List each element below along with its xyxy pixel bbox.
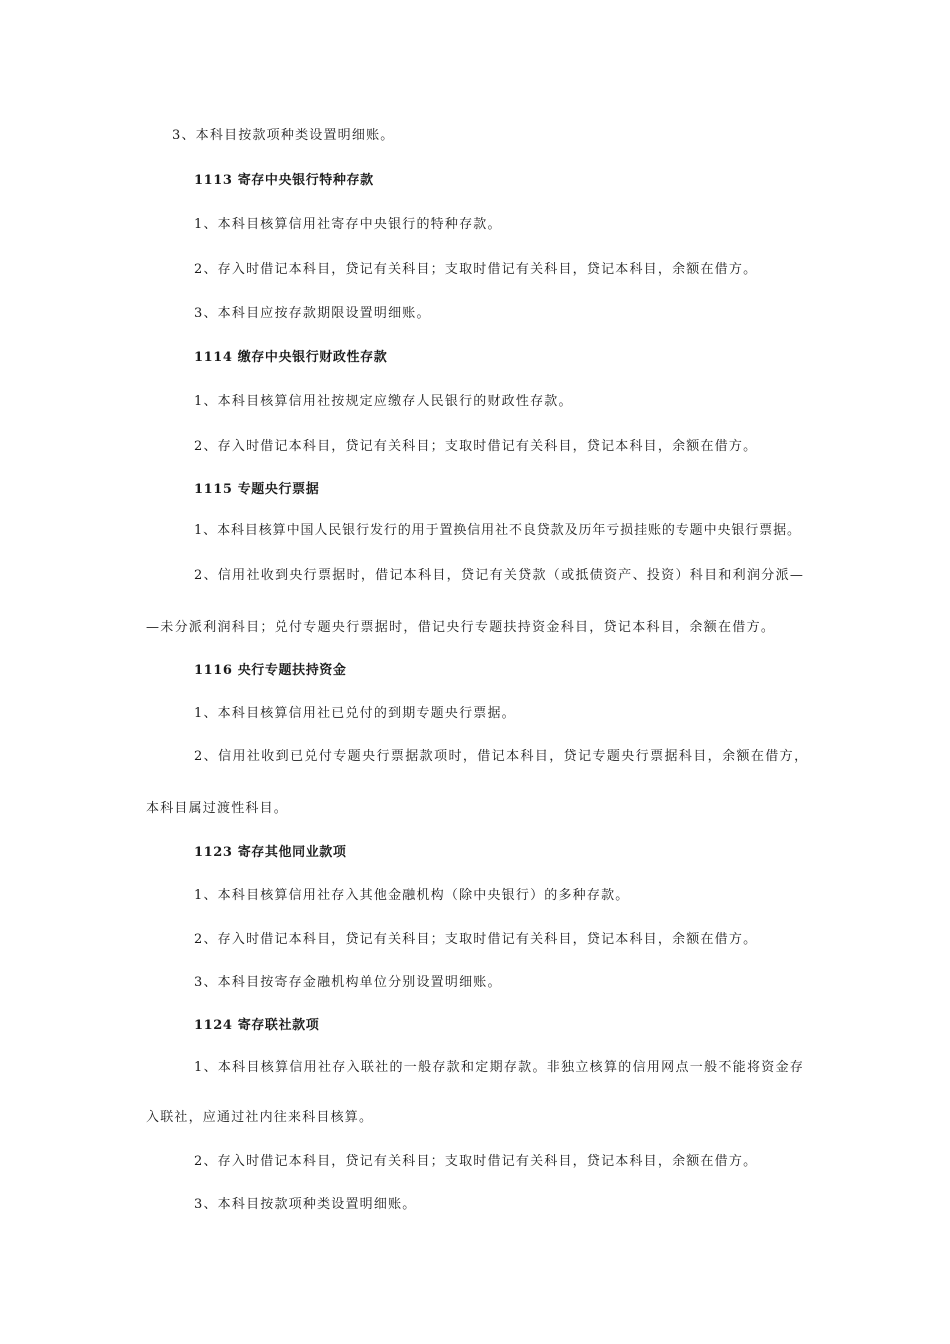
paragraph-continuation: 本科目属过渡性科目。 bbox=[146, 801, 289, 816]
section-heading-1124: 1124 寄存联社款项 bbox=[194, 1018, 320, 1033]
paragraph: 2、信用社收到央行票据时，借记本科目，贷记有关贷款（或抵债资产、投资）科目和利润分派— bbox=[194, 568, 805, 583]
section-heading-1116: 1116 央行专题扶持资金 bbox=[194, 663, 347, 678]
paragraph: 1、本科目核算信用社已兑付的到期专题央行票据。 bbox=[194, 706, 516, 721]
paragraph: 1、本科目核算信用社存入其他金融机构（除中央银行）的多种存款。 bbox=[194, 888, 630, 903]
paragraph: 2、存入时借记本科目，贷记有关科目；支取时借记有关科目，贷记本科目，余额在借方。 bbox=[194, 439, 758, 454]
paragraph: 2、信用社收到已兑付专题央行票据款项时，借记本科目，贷记专题央行票据科目，余额在借方， bbox=[194, 749, 809, 764]
paragraph: 2、存入时借记本科目，贷记有关科目；支取时借记有关科目，贷记本科目，余额在借方。 bbox=[194, 262, 758, 277]
paragraph: 2、存入时借记本科目，贷记有关科目；支取时借记有关科目，贷记本科目，余额在借方。 bbox=[194, 1154, 758, 1169]
section-heading-1114: 1114 缴存中央银行财政性存款 bbox=[194, 350, 388, 365]
paragraph: 3、本科目按寄存金融机构单位分别设置明细账。 bbox=[194, 975, 502, 990]
paragraph: 3、本科目按款项种类设置明细账。 bbox=[194, 1197, 417, 1212]
paragraph-continuation: 入联社，应通过社内往来科目核算。 bbox=[146, 1110, 374, 1125]
section-heading-1123: 1123 寄存其他同业款项 bbox=[194, 845, 347, 860]
paragraph: 1、本科目核算信用社按规定应缴存人民银行的财政性存款。 bbox=[194, 394, 573, 409]
section-heading-1113: 1113 寄存中央银行特种存款 bbox=[194, 173, 374, 188]
paragraph: 1、本科目核算信用社存入联社的一般存款和定期存款。非独立核算的信用网点一般不能将资金存 bbox=[194, 1060, 805, 1075]
paragraph: 1、本科目核算中国人民银行发行的用于置换信用社不良贷款及历年亏损挂账的专题中央银行票据。 bbox=[194, 523, 801, 538]
paragraph-continuation: —未分派利润科目；兑付专题央行票据时，借记央行专题扶持资金科目，贷记本科目，余额在借方。 bbox=[146, 620, 776, 635]
paragraph: 2、存入时借记本科目，贷记有关科目；支取时借记有关科目，贷记本科目，余额在借方。 bbox=[194, 932, 758, 947]
paragraph: 3、本科目应按存款期限设置明细账。 bbox=[194, 306, 431, 321]
paragraph: 1、本科目核算信用社寄存中央银行的特种存款。 bbox=[194, 217, 502, 232]
paragraph: 3、本科目按款项种类设置明细账。 bbox=[172, 128, 395, 143]
section-heading-1115: 1115 专题央行票据 bbox=[194, 482, 320, 497]
